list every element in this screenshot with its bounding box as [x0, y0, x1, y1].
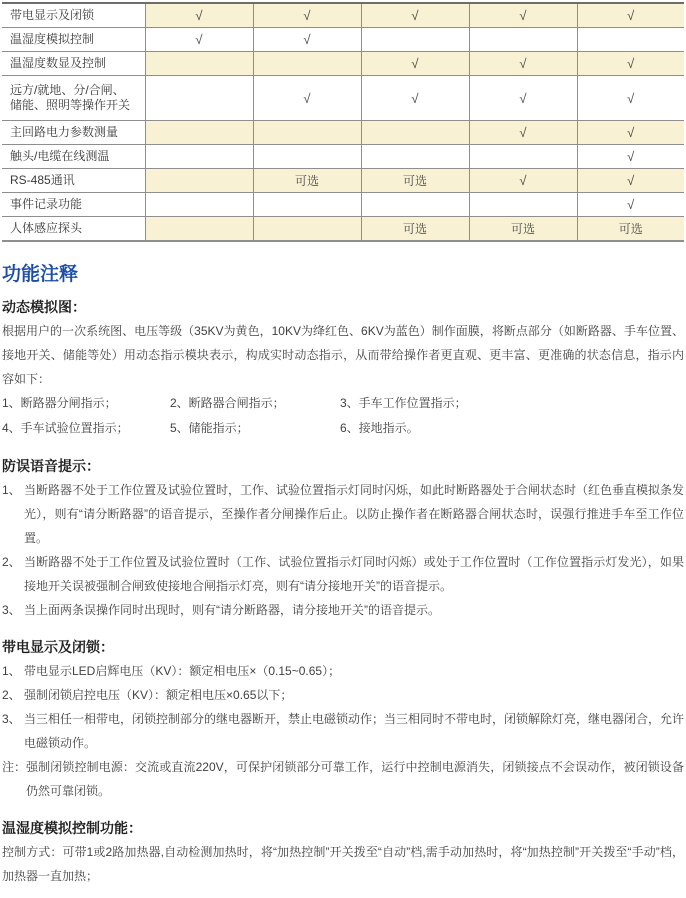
table-row-humidity-digital: [2, 52, 684, 76]
table-row-operation-switches: [2, 76, 684, 121]
dynamic-paragraph: 根据用户的一次系统图、电压等级（35KV为黄色，10KV为绛红色、6KV为蓝色）制作面膜，将断点部分（如断路器、手车位置、接地开关、储能等处）用动态指示模块表示，构成实时动态指示，从而带给操作者更直观、更丰富、更准确的状态信息，指示内容如下：: [2, 324, 684, 386]
cell-empty: [361, 145, 469, 169]
cell-check: √: [577, 121, 684, 145]
cell-empty: [253, 193, 361, 217]
cell-empty: [361, 193, 469, 217]
section-title-live: 带电显示及闭锁：: [2, 639, 114, 655]
item-text: 当断路器不处于工作位置及试验位置时，工作、试验位置指示灯同时闪烁，如此时断路器处于合闸状态时（红色垂直模拟条发光），则有“请分断路器”的语音提示，至操作者分闸操作后止。以防止操作者在断路器合闸状态时，误强行推进手车至工作位置。: [24, 483, 685, 545]
cell-empty: [577, 28, 684, 52]
cell-check: √: [469, 3, 577, 28]
cell-optional: 可选: [469, 217, 577, 242]
live-item: [2, 683, 684, 707]
row-label: 事件记录功能: [2, 193, 145, 217]
row-label: 温湿度数显及控制: [2, 52, 145, 76]
cell-check: √: [577, 145, 684, 169]
cell-check: √: [361, 76, 469, 121]
cell-optional: 可选: [253, 169, 361, 193]
table-row-humidity-analog: [2, 28, 684, 52]
row-label: 触头/电缆在线测温: [2, 145, 145, 169]
cell-empty: [145, 169, 253, 193]
item-text: 当三相任一相带电，闭锁控制部分的继电器断开，禁止电磁锁动作；当三相同时不带电时，闭锁解除灯亮，继电器闭合，允许电磁锁动作。: [24, 712, 685, 750]
list-item: 4、手车试验位置指示；: [2, 421, 129, 435]
cell-empty: [145, 52, 253, 76]
item-text: 当上面两条误操作同时出现时，则有“请分断路器，请分接地开关”的语音提示。: [24, 603, 440, 617]
section-title-dynamic: 动态模拟图：: [2, 299, 86, 315]
voice-item: [2, 550, 684, 598]
cell-empty: [253, 52, 361, 76]
cell-check: √: [577, 3, 684, 28]
item-number: 3、: [2, 712, 21, 726]
cell-check: √: [145, 3, 253, 28]
list-item: 2、断路器合闸指示；: [170, 396, 285, 410]
live-note: [2, 755, 684, 803]
cell-check: √: [145, 28, 253, 52]
row-label: 温湿度模拟控制: [2, 28, 145, 52]
row-label: 带电显示及闭锁: [2, 3, 145, 28]
cell-check: √: [361, 3, 469, 28]
note-marker: 注：: [2, 760, 27, 774]
section-title-humidity: 温湿度模拟控制功能：: [2, 820, 142, 836]
list-item: 3、手车工作位置指示；: [340, 396, 467, 410]
row-label: 人体感应探头: [2, 217, 145, 242]
cell-empty: [145, 217, 253, 242]
item-text: 强制闭锁启控电压（KV）：额定相电压×0.65以下；: [24, 688, 293, 702]
cell-check: √: [469, 121, 577, 145]
section-humidity-control: [2, 818, 684, 888]
row-label-line1: 远方/就地、分/合闸、: [10, 83, 125, 97]
item-number: 2、: [2, 688, 21, 702]
table-row-main-circuit-measure: [2, 121, 684, 145]
humidity-paragraph: 控制方式：可带1或2路加热器,自动检测加热时，将“加热控制”开关拨至“自动”档,需手动加热时，将“加热控制”开关拨至“手动”档，加热器一直加热；: [2, 845, 684, 883]
cell-empty: [145, 193, 253, 217]
page-title: 功能注释: [2, 264, 79, 285]
cell-empty: [145, 76, 253, 121]
item-number: 3、: [2, 603, 21, 617]
cell-empty: [469, 28, 577, 52]
cell-check: √: [469, 169, 577, 193]
section-title-voice: 防误语音提示：: [2, 458, 100, 474]
cell-check: √: [577, 193, 684, 217]
item-number: 1、: [2, 664, 21, 678]
cell-empty: [469, 193, 577, 217]
cell-empty: [253, 145, 361, 169]
live-item: [2, 707, 684, 755]
cell-check: √: [577, 169, 684, 193]
row-label: RS-485通讯: [2, 169, 145, 193]
cell-optional: 可选: [361, 169, 469, 193]
cell-check: √: [577, 52, 684, 76]
row-label: [2, 76, 145, 121]
section-live-display-lock: [2, 637, 684, 803]
cell-empty: [361, 121, 469, 145]
section-dynamic-mimic: [2, 297, 684, 441]
cell-check: √: [253, 76, 361, 121]
cell-empty: [469, 145, 577, 169]
item-text: 带电显示LED启辉电压（KV）：额定相电压×（0.15~0.65）；: [24, 664, 341, 678]
table-row-online-temp: [2, 145, 684, 169]
list-item: 6、接地指示。: [340, 421, 419, 435]
row-label-line2: 储能、照明等操作开关: [10, 98, 131, 112]
note-text: 强制闭锁控制电源：交流或直流220V，可保护闭锁部分可靠工作，运行中控制电源消失，闭锁接点不会误动作，被闭锁设备仍然可靠闭锁。: [26, 760, 684, 798]
item-number: 2、: [2, 555, 21, 569]
cell-empty: [145, 121, 253, 145]
feature-matrix-table: [2, 2, 684, 242]
indicator-list: [2, 391, 684, 441]
cell-check: √: [469, 76, 577, 121]
cell-empty: [253, 121, 361, 145]
cell-check: √: [253, 28, 361, 52]
list-item: 1、断路器分闸指示；: [2, 396, 117, 410]
table-row-body-sensor: [2, 217, 684, 242]
cell-check: √: [469, 52, 577, 76]
voice-item: [2, 598, 684, 622]
table-row-rs485: [2, 169, 684, 193]
cell-optional: 可选: [361, 217, 469, 242]
cell-empty: [361, 28, 469, 52]
cell-check: √: [577, 76, 684, 121]
item-number: 1、: [2, 483, 21, 497]
cell-empty: [253, 217, 361, 242]
live-item: [2, 659, 684, 683]
cell-empty: [145, 145, 253, 169]
section-voice-warning: [2, 456, 684, 622]
list-item: 5、储能指示；: [170, 421, 249, 435]
cell-check: √: [253, 3, 361, 28]
cell-check: √: [361, 52, 469, 76]
row-label: 主回路电力参数测量: [2, 121, 145, 145]
voice-item: [2, 478, 684, 550]
table-row-event-log: [2, 193, 684, 217]
item-text: 当断路器不处于工作位置及试验位置时（工作、试验位置指示灯同时闪烁）或处于工作位置时（工作位置指示灯发光），如果接地开关误被强制合闸致使接地合闸指示灯亮，则有“请分接地开关”的语音提示。: [24, 555, 684, 593]
cell-optional: 可选: [577, 217, 684, 242]
table-row-live-display: [2, 3, 684, 28]
